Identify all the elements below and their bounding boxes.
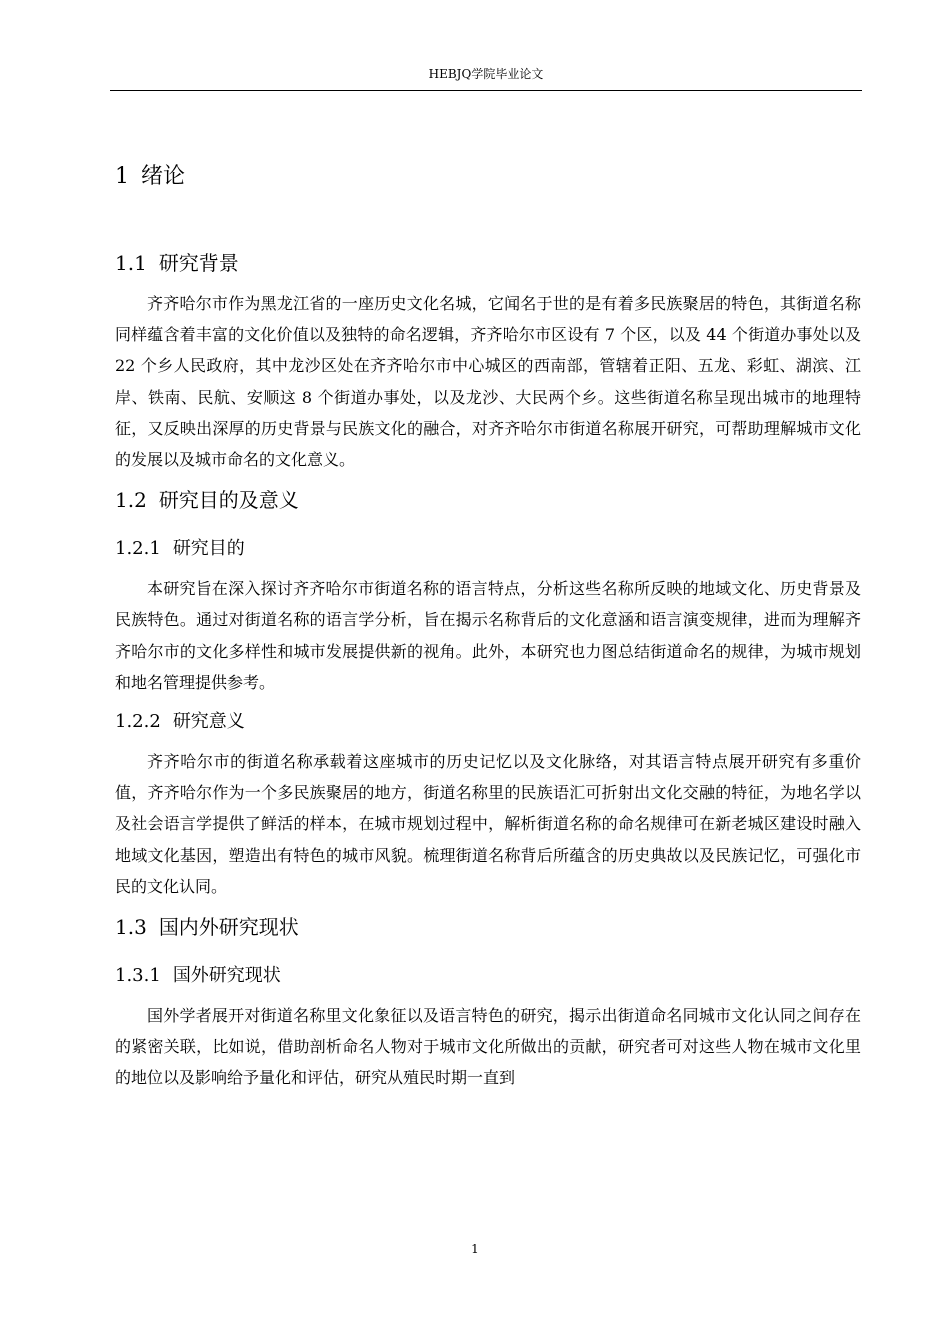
paragraph-foreign-research: 国外学者展开对街道名称里文化象征以及语言特色的研究，揭示出街道命名同城市文化认同之间存在的紧密关联，比如说，借助剖析命名人物对于城市文化所做出的贡献，研究者可对这些人物在城市文化里的地位以及影响给予量化和评估，研究从殖民时期一直到 — [115, 1006, 861, 1088]
section-title: 研究目的及意义 — [158, 488, 299, 513]
page-number: 1 — [471, 1242, 479, 1256]
paragraph-research-purpose: 本研究旨在深入探讨齐齐哈尔市街道名称的语言特点，分析这些名称所反映的地域文化、历史背景及民族特色。通过对街道名称的语言学分析，旨在揭示名称背后的文化意涵和语言演变规律，进而为理解齐齐哈尔市的文化多样性和城市发展提供新的视角。此外，本研究也力图总结街道命名的规律，为城市规划和地名管理提供参考。 — [115, 579, 861, 692]
subsection-title: 研究意义 — [172, 711, 245, 733]
page-header: HEBJQ学院毕业论文 — [110, 64, 862, 91]
section-heading-1-3 — [115, 902, 861, 952]
subsection-heading-1-2-2 — [115, 698, 861, 746]
subsection-number: 1.3.1 — [115, 965, 161, 987]
section-heading-1-1 — [115, 238, 861, 288]
subsection-heading-1-2-1 — [115, 525, 861, 573]
paragraph-research-background: 齐齐哈尔市作为黑龙江省的一座历史文化名城，它闻名于世的是有着多民族聚居的特色，其街道名称同样蕴含着丰富的文化价值以及独特的命名逻辑，齐齐哈尔市区设有 7 个区，以及 44 个街道办事处以及 22 个乡人民政府，其中龙沙区处在齐齐哈尔市中心城区的西南部，管辖着正阳、五龙、彩虹、湖滨、江岸、铁南、民航、安顺这 8 个街道办事处，以及龙沙、大民两个乡。这些街道名称呈现出城市的地理特征，又反映出深厚的历史背景与民族文化的融合，对齐齐哈尔市街道名称展开研究，可帮助理解城市文化的发展以及城市命名的文化意义。 — [115, 294, 861, 470]
heading-spacer — [115, 204, 861, 238]
section-title: 研究背景 — [158, 251, 239, 275]
chapter-heading — [115, 150, 861, 204]
document-body — [115, 150, 861, 1094]
subsection-number: 1.2.1 — [115, 538, 161, 560]
section-number: 1.1 — [115, 251, 147, 275]
section-number: 1.2 — [115, 488, 147, 513]
section-title: 国内外研究现状 — [158, 915, 299, 940]
chapter-title: 绪论 — [141, 164, 186, 189]
subsection-number: 1.2.2 — [115, 711, 161, 733]
subsection-heading-1-3-1 — [115, 952, 861, 1000]
chapter-number: 1 — [115, 164, 129, 189]
paragraph-research-significance: 齐齐哈尔市的街道名称承载着这座城市的历史记忆以及文化脉络，对其语言特点展开研究有多重价值，齐齐哈尔作为一个多民族聚居的地方，街道名称里的民族语汇可折射出文化交融的特征，为地名学以及社会语言学提供了鲜活的样本，在城市规划过程中，解析街道名称的命名规律可在新老城区建设时融入地域文化基因，塑造出有特色的城市风貌。梳理街道名称背后所蕴含的历史典故以及民族记忆，可强化市民的文化认同。 — [115, 752, 861, 896]
section-number: 1.3 — [115, 915, 147, 940]
section-heading-1-2 — [115, 475, 861, 525]
subsection-title: 研究目的 — [172, 538, 245, 560]
subsection-title: 国外研究现状 — [172, 965, 281, 987]
